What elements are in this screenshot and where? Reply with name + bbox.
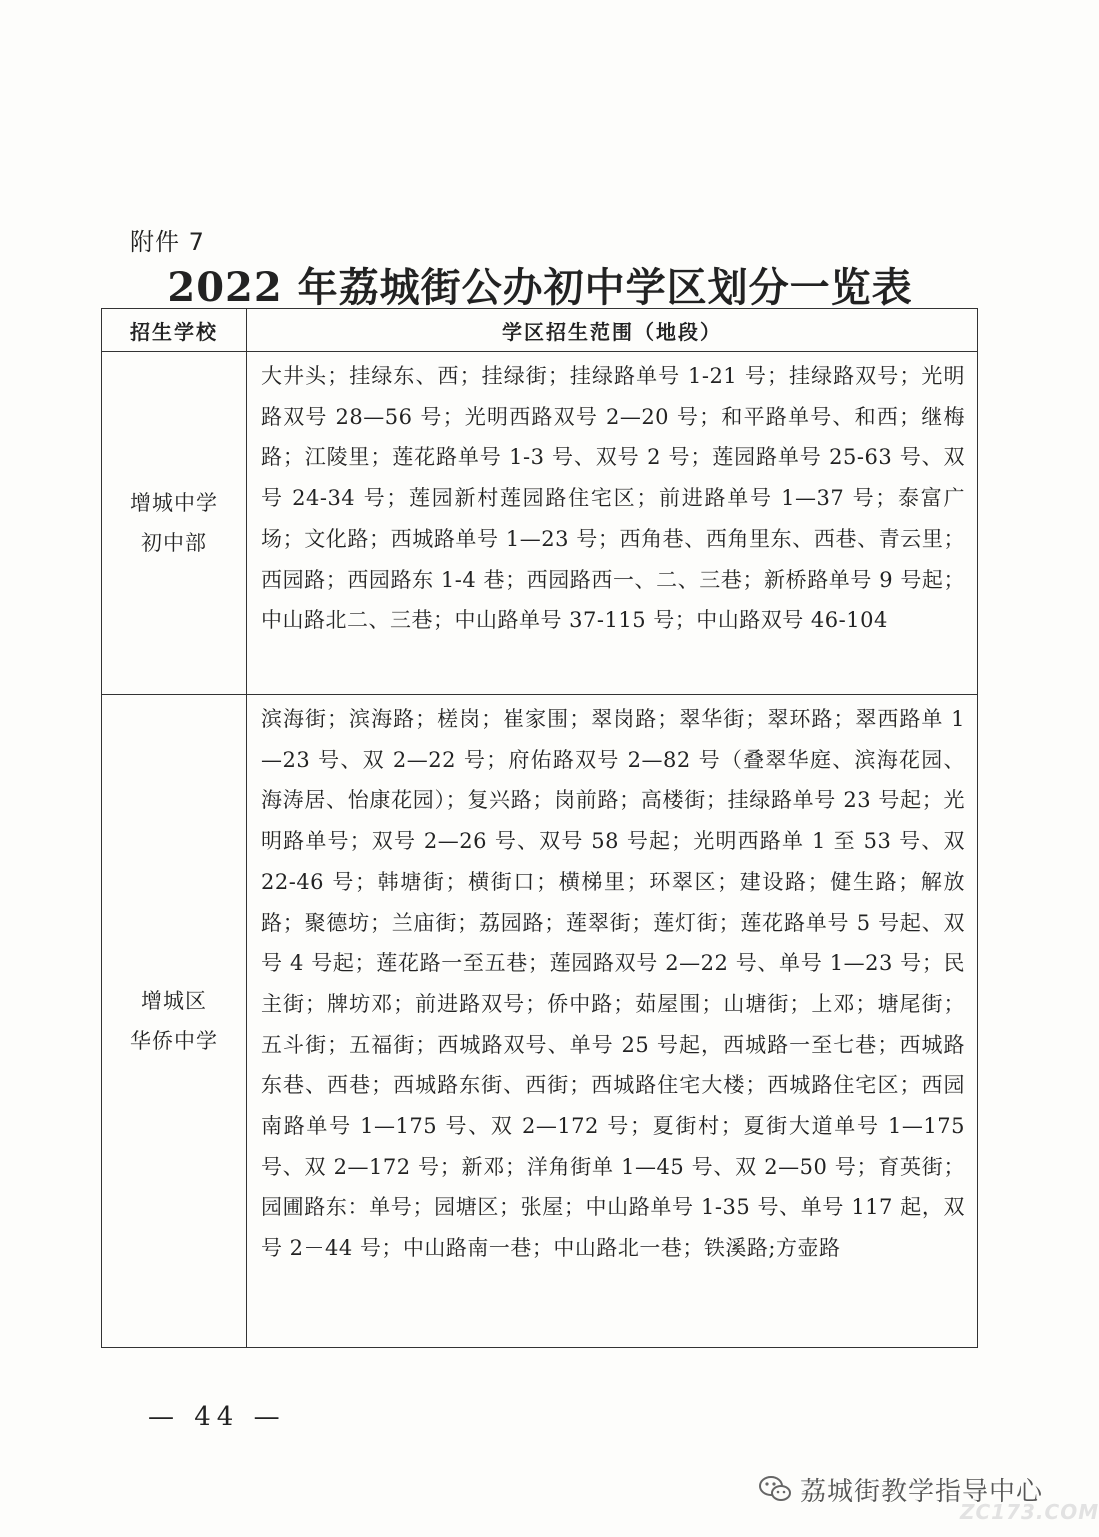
brand-name: 荔城街教学指导中心 (800, 1476, 1044, 1507)
school-name-line: 增城中学 (130, 491, 218, 515)
site-watermark: ZC173.COM (960, 1500, 1099, 1524)
wechat-icon (758, 1475, 792, 1503)
header-school: 招生学校 (102, 309, 247, 352)
school-name-line: 华侨中学 (130, 1029, 218, 1053)
range-cell: 大井头；挂绿东、西；挂绿街；挂绿路单号 1-21 号；挂绿路双号；光明路双号 28—56 号；光明西路双号 2—20 号；和平路单号、和西；继梅路；江陵里；莲花路单号 1-3 号、双号 2 号；莲园路单号 25-63 号、双号 24-34 号；莲园新村莲园路住宅区；前进路单号 1—37 号；泰富广场；文化路；西城路单号 1—23 号；西角巷、西角里东、西巷、青云里；西园路；西园路东 1-4 巷；西园路西一、二、三巷；新桥路单号 9 号起；中山路北二、三巷；中山路单号 37-115 号；中山路双号 46-104 (247, 352, 978, 695)
document-title: 2022 年荔城街公办初中学区划分一览表 (167, 264, 913, 311)
school-cell (102, 352, 247, 695)
school-name-line: 初中部 (141, 531, 207, 555)
school-name-line: 增城区 (141, 989, 207, 1013)
range-cell: 滨海街；滨海路；槎岗；崔家围；翠岗路；翠华街；翠环路；翠西路单 1—23 号、双 2—22 号；府佑路双号 2—82 号（叠翠华庭、滨海花园、海涛居、怡康花园）；复兴路；岗前路；高楼街；挂绿路单号 23 号起；光明路单号；双号 2—26 号、双号 58 号起；光明西路单 1 至 53 号、双 22-46 号；韩塘街；横街口；横梯里；环翠区；建设路；健生路；解放路；聚德坊；兰庙街；荔园路；莲翠街；莲灯街；莲花路单号 5 号起、双号 4 号起；莲花路一至五巷；莲园路双号 2—22 号、单号 1—23 号；民主街；牌坊邓；前进路双号；侨中路；茹屋围；山塘街；上邓；塘尾街；五斗街；五福街；西城路双号、单号 25 号起，西城路一至七巷；西城路东巷、西巷；西城路东街、西街；西城路住宅大楼；西城路住宅区；西园南路单号 1—175 号、双 2—172 号；夏街村；夏街大道单号 1—175 号、双 2—172 号；新邓；洋角街单 1—45 号、双 2—50 号；育英街；园圃路东：单号；园塘区；张屋；中山路单号 1-35 号、单号 117 起，双号 2－44 号；中山路南一巷；中山路北一巷；铁溪路;方壶路 (247, 695, 978, 1348)
school-cell (102, 695, 247, 1348)
table-header-row (102, 309, 978, 352)
school-district-table (101, 308, 978, 1348)
attachment-label: 附件 7 (130, 228, 205, 256)
page-number: — 44 — (148, 1402, 286, 1432)
header-range: 学区招生范围（地段） (247, 309, 978, 352)
table-row (102, 695, 978, 1348)
table-row (102, 352, 978, 695)
